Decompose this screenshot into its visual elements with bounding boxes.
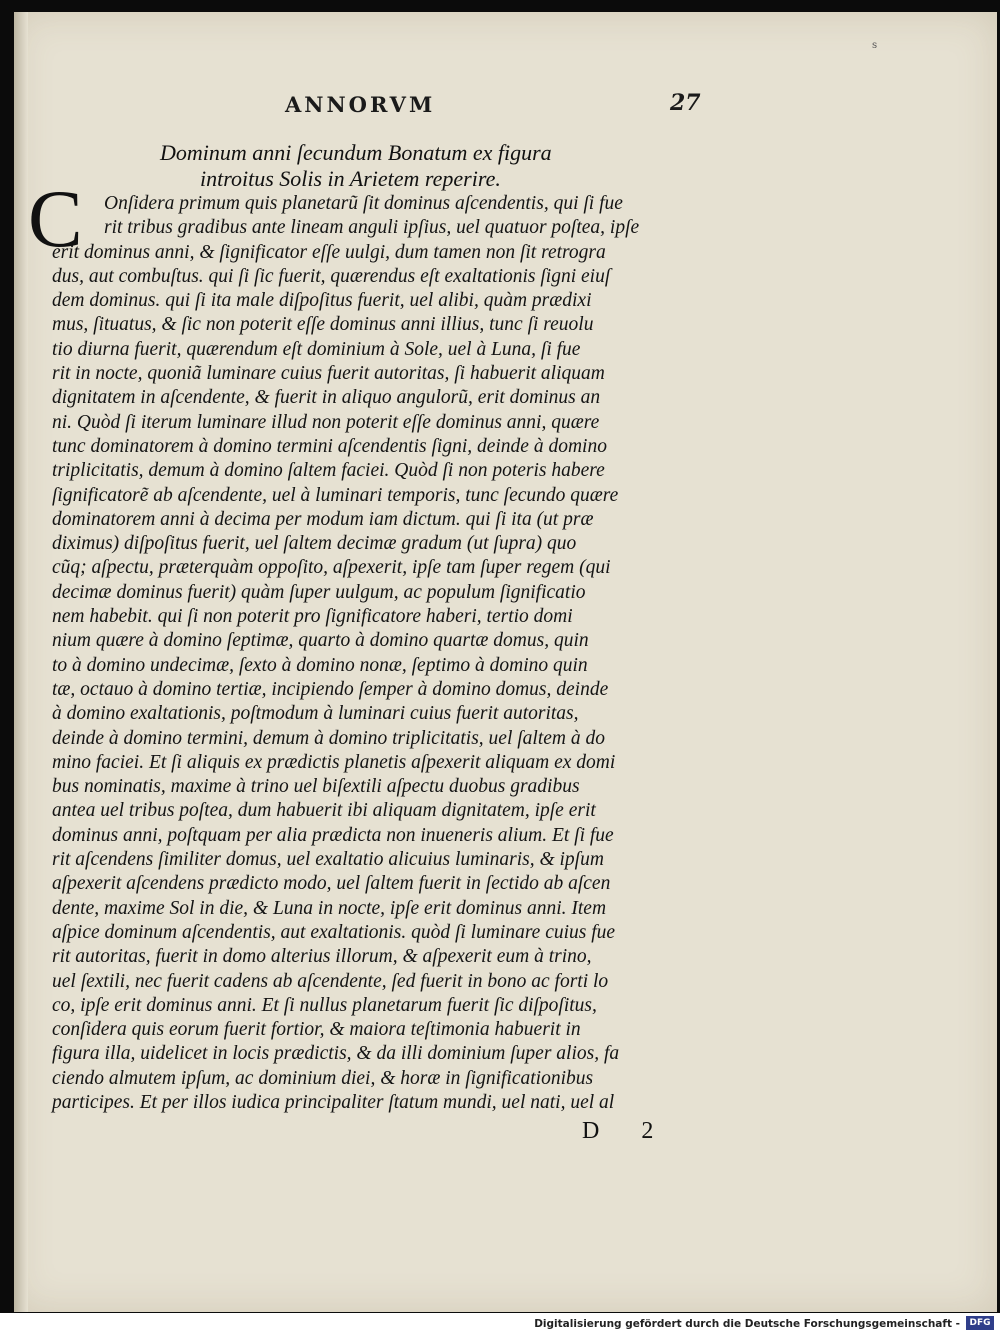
drop-capital: C: [28, 173, 83, 264]
text-line: rit in nocte, quoniã luminare cuius fuerit autoritas, ſi habuerit aliquam: [52, 363, 605, 385]
text-line: dominatorem anni à decima per modum iam dictum. qui ſi ita (ut præ: [52, 508, 594, 530]
text-line: rit autoritas, fuerit in domo alterius illorum, & aſpexerit eum à trino,: [52, 946, 592, 968]
text-line: bus nominatis, maxime à trino uel biſextili aſpectu duobus gradibus: [52, 776, 580, 798]
section-heading: [160, 140, 860, 192]
text-line: ſignificatorẽ ab aſcendente, uel à luminari temporis, tunc ſecundo quære: [52, 484, 619, 506]
text-line: deinde à domino termini, demum à domino triplicitatis, uel ſaltem à do: [52, 727, 605, 749]
text-line: nium quære à domino ſeptimæ, quarto à domino quartæ domus, quin: [52, 630, 589, 652]
page-gutter: [14, 12, 28, 1312]
text-line: figura illa, uidelicet in locis prædictis, & da illi dominium ſuper alios, fa: [52, 1043, 620, 1065]
text-line: nem habebit. qui ſi non poterit pro ſignificatore haberi, tertio domi: [52, 606, 573, 628]
text-line: dente, maxime Sol in die, & Luna in nocte, ipſe erit dominus anni. Item: [52, 897, 607, 919]
text-line: participes. Et per illos iudica principaliter ſtatum mundi, uel nati, uel al: [52, 1091, 615, 1113]
text-line: dignitatem in aſcendente, & fuerit in aliquo angulorũ, erit dominus an: [52, 387, 601, 409]
digitization-credit: Digitalisierung gefördert durch die Deutsche Forschungsgemeinschaft -: [534, 1318, 960, 1330]
text-line: mus, ſituatus, & ſic non poterit eſſe dominus anni illius, tunc ſi reuolu: [52, 314, 594, 336]
text-line: uel ſextili, nec fuerit cadens ab aſcendente, ſed fuerit in bono ac forti lo: [52, 970, 609, 992]
text-line: rit aſcendens ſimiliter domus, uel exaltatio alicuius luminaris, & ipſum: [52, 849, 604, 871]
running-head: ANNORVM: [285, 92, 436, 117]
text-line: mino faciei. Et ſi aliquis ex prædictis planetis aſpexerit aliquam ex domi: [52, 751, 616, 773]
heading-line-1: Dominum anni ſecundum Bonatum ex figura: [160, 140, 552, 165]
text-line: erit dominus anni, & ſignificator eſſe uulgi, dum tamen non ſit retrogra: [52, 241, 606, 263]
body-text: [52, 192, 712, 1115]
text-line: rit tribus gradibus ante lineam anguli ipſius, uel quatuor poſtea, ipſe: [104, 217, 640, 239]
corner-mark: s: [872, 40, 878, 51]
text-line: à domino exaltationis, poſtmodum à luminari cuius fuerit autoritas,: [52, 703, 579, 725]
text-line: ni. Quòd ſi iterum luminare illud non poterit eſſe dominus anni, quære: [52, 411, 600, 433]
text-line: tio diurna fuerit, quærendum eſt dominium à Sole, uel à Luna, ſi fue: [52, 338, 581, 360]
text-line: aſpexerit aſcendens prædicto modo, uel ſaltem fuerit in ſectido ab aſcen: [52, 873, 611, 895]
text-line: to à domino undecimæ, ſexto à domino nonæ, ſeptimo à domino quin: [52, 654, 588, 676]
text-line: triplicitatis, demum à domino ſaltem faciei. Quòd ſi non poteris habere: [52, 460, 605, 482]
text-line: conſidera quis eorum fuerit fortior, & maiora teſtimonia habuerit in: [52, 1019, 581, 1041]
text-line: dus, aut combuſtus. qui ſi ſic fuerit, quærendus eſt exaltationis ſigni eiuſ: [52, 265, 611, 287]
dfg-logo: DFG: [966, 1316, 994, 1330]
text-line: dominus anni, poſtquam per alia prædicta non inueneris alium. Et ſi fue: [52, 824, 614, 846]
heading-line-2: introitus Solis in Arietem reperire.: [200, 166, 501, 191]
text-line: co, ipſe erit dominus anni. Et ſi nullus planetarum fuerit ſic diſpoſitus,: [52, 994, 597, 1016]
page-number: 27: [670, 90, 701, 116]
text-line: tæ, octauo à domino tertiæ, incipiendo ſemper à domino domus, deinde: [52, 678, 609, 700]
text-line: tunc dominatorem à domino termini aſcendentis ſigni, deinde à domino: [52, 435, 607, 457]
signature-mark: D 2: [582, 1118, 672, 1144]
text-line: cũq; aſpectu, præterquàm oppoſito, aſpexerit, ipſe tam ſuper regem (qui: [52, 557, 611, 579]
text-line: diximus) diſpoſitus fuerit, uel ſaltem decimæ gradum (ut ſupra) quo: [52, 533, 577, 555]
text-line: antea uel tribus poſtea, dum habuerit ibi aliquam dignitatem, ipſe erit: [52, 800, 596, 822]
text-line: dem dominus. qui ſi ita male diſpoſitus fuerit, uel alibi, quàm prædixi: [52, 290, 592, 312]
text-line: Onſidera primum quis planetarũ ſit dominus aſcendentis, qui ſi fue: [104, 193, 623, 214]
text-line: decimæ dominus fuerit) quàm ſuper uulgum, ac populum ſignificatio: [52, 581, 586, 603]
text-line: ciendo almutem ipſum, ac dominium diei, & horæ in ſignificationibus: [52, 1067, 594, 1089]
text-line: aſpice dominum aſcendentis, aut exaltationis. quòd ſi luminare cuius fue: [52, 921, 616, 943]
